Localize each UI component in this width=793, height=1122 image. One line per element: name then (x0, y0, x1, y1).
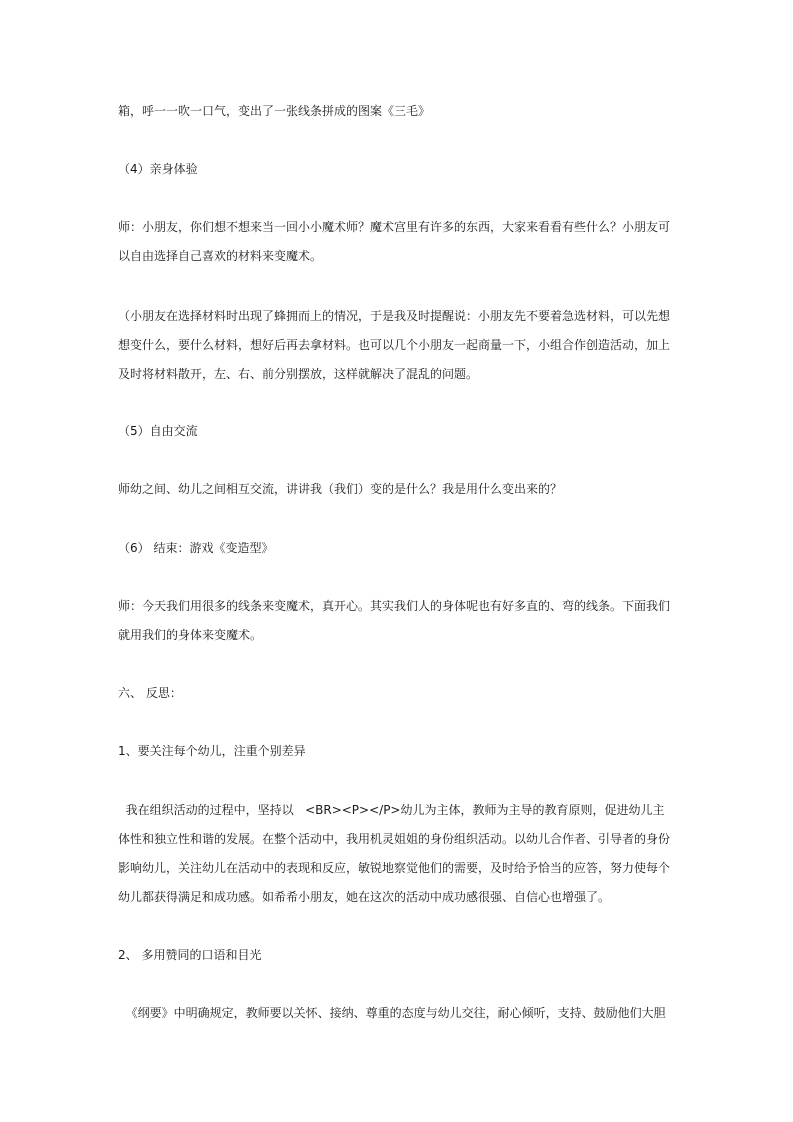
text-line: 1、要关注每个幼儿，注重个别差异 (118, 744, 306, 758)
text-line: 箱，呼一一吹一口气，变出了一张线条拼成的图案《三毛》 (118, 104, 431, 118)
text-line: （6） 结束：游戏《变造型》 (118, 541, 274, 555)
paragraph-p8 (118, 592, 678, 650)
paragraph-p4 (118, 302, 678, 389)
section-heading-reflection (118, 679, 678, 708)
text-line: 师：小朋友，你们想不想来当一回小小魔术师？魔术宫里有许多的东西，大家来看看有些什么？小朋友可 (118, 220, 671, 234)
text-line: 以自由选择自己喜欢的材料来变魔术。 (118, 249, 323, 263)
section-heading-5 (118, 417, 678, 446)
text-line: 影响幼儿，关注幼儿在活动中的表现和反应，敏锐地察觉他们的需要，及时给予恰当的应答，努力使每个 (118, 861, 671, 875)
subheading-1 (118, 737, 678, 766)
text-line: 2、 多用赞同的口语和目光 (118, 948, 262, 962)
section-heading-4 (118, 155, 678, 184)
text-line: 及时将材料散开，左、右、前分别摆放，这样就解决了混乱的问题。 (118, 367, 479, 381)
text-line: 想变什么，要什么材料，想好后再去拿材料。也可以几个小朋友一起商量一下，小组合作创造活动，加上 (118, 338, 671, 352)
text-line: 《纲要》中明确规定，教师要以关怀、接纳、尊重的态度与幼儿交往，耐心倾听，支持、鼓励他们大胆 (118, 1006, 666, 1020)
text-line: 我在组织活动的过程中，坚持以 <BR><P></P>幼儿为主体，教师为主导的教育原则，促进幼儿主 (118, 803, 665, 817)
text-line: （小朋友在选择材料时出现了蜂拥而上的情况，于是我及时提醒说：小朋友先不要着急选材料，可以先想 (118, 309, 671, 323)
paragraph-p1 (118, 97, 678, 126)
section-heading-6 (118, 534, 678, 563)
paragraph-p6 (118, 475, 678, 504)
text-line: 体性和独立性和谐的发展。在整个活动中，我用机灵姐姐的身份组织活动。以幼儿合作者、引导者的身份 (118, 832, 671, 846)
text-line: 师：今天我们用很多的线条来变魔术，真开心。其实我们人的身体呢也有好多直的、弯的线条。下面我们 (118, 599, 671, 613)
text-line: 幼儿都获得满足和成功感。如希希小朋友，她在这次的活动中成功感很强、自信心也增强了。 (118, 890, 611, 904)
text-line: 六、 反思： (118, 686, 182, 700)
paragraph-p3 (118, 213, 678, 271)
text-line: 师幼之间、幼儿之间相互交流，讲讲我（我们）变的是什么？我是用什么变出来的？ (118, 482, 563, 496)
text-line: 就用我们的身体来变魔术。 (118, 628, 263, 642)
subheading-2 (118, 941, 678, 970)
text-line: （5）自由交流 (118, 424, 198, 438)
paragraph-p11 (118, 796, 678, 912)
paragraph-p13 (118, 999, 678, 1028)
text-line: （4）亲身体验 (118, 162, 198, 176)
